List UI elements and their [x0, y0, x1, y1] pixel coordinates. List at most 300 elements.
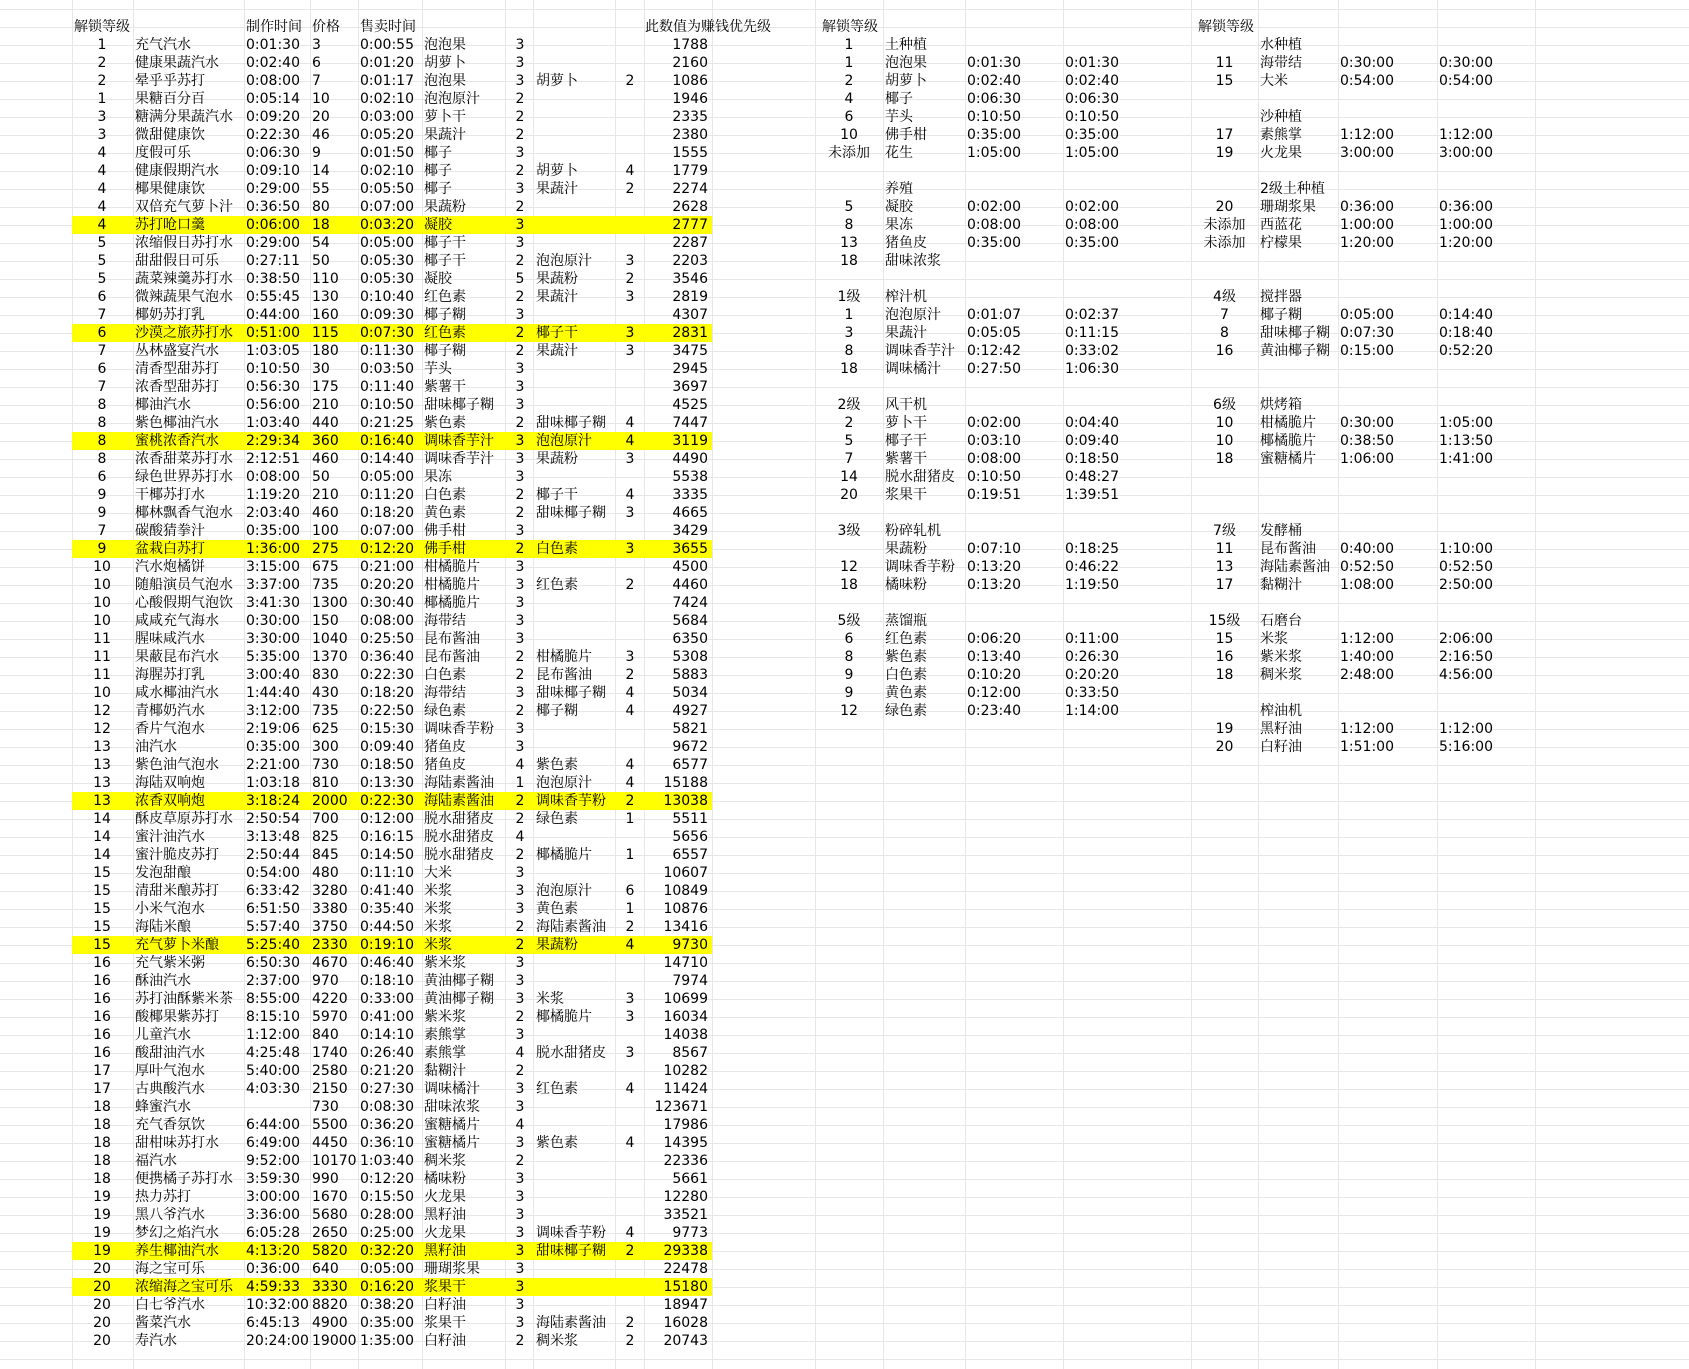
table-cell: 2	[515, 847, 525, 863]
table-cell: 15	[93, 865, 111, 881]
table-cell: 0:12:00	[967, 685, 1021, 701]
table-cell: 甜柑味苏打水	[135, 1135, 219, 1151]
table-cell: 3:13:48	[246, 829, 300, 845]
table-cell: 果蔬汁	[536, 289, 578, 305]
table-cell: 730	[312, 1099, 339, 1115]
table-cell: 3	[515, 451, 525, 467]
table-cell: 4927	[672, 703, 708, 719]
table-cell: 腥味咸汽水	[135, 631, 205, 647]
table-cell: 1:03:40	[360, 1153, 414, 1169]
table-cell: 3	[515, 1207, 525, 1223]
table-cell: 4	[515, 757, 525, 773]
table-cell: 汽水炮橘饼	[135, 559, 205, 575]
table-cell: 白色素	[536, 541, 578, 557]
table-cell: 2级	[837, 397, 861, 413]
table-cell: 19	[1215, 721, 1234, 737]
table-cell: 0:06:30	[1065, 91, 1119, 107]
table-cell: 2	[515, 109, 525, 125]
table-cell: 5970	[312, 1009, 348, 1025]
table-cell: 0:11:10	[360, 865, 414, 881]
table-cell: 3	[515, 397, 525, 413]
table-cell	[1340, 270, 1436, 288]
table-cell: 0:19:10	[360, 937, 414, 953]
table-cell: 3	[515, 55, 525, 71]
table-cell: 黄油椰子糊	[424, 991, 494, 1007]
table-cell: 5661	[672, 1171, 708, 1187]
table-cell: 双倍充气萝卜汁	[135, 199, 233, 215]
table-cell: 1086	[672, 73, 708, 89]
table-cell: 2	[515, 343, 525, 359]
table-cell: 榨油机	[1260, 703, 1302, 719]
table-cell: 0:52:20	[1439, 343, 1493, 359]
table-cell: 6:05:28	[246, 1225, 300, 1241]
table-cell	[1439, 252, 1535, 270]
table-cell: 丛林盛宴汽水	[135, 343, 219, 359]
table-cell: 调味香芋粉	[536, 1225, 606, 1241]
table-cell	[618, 306, 642, 324]
table-cell: 4	[625, 1225, 635, 1241]
table-cell: 0:08:30	[360, 1099, 414, 1115]
table-cell: 20:24:00	[246, 1333, 309, 1349]
table-cell: 黄色素	[885, 685, 927, 701]
table-cell	[1439, 108, 1535, 126]
table-cell: 2:37:00	[246, 973, 300, 989]
table-cell: 3280	[312, 883, 348, 899]
table-cell: 0:56:30	[246, 379, 300, 395]
table-cell: 4	[625, 757, 635, 773]
table-cell: 14	[93, 811, 111, 827]
table-cell: 9	[97, 505, 107, 521]
table-cell: 5	[515, 271, 525, 287]
table-cell: 10849	[663, 883, 708, 899]
table-cell	[536, 378, 614, 396]
table-cell: 蜜糖橘片	[424, 1117, 480, 1133]
table-cell	[618, 54, 642, 72]
table-cell: 4460	[672, 577, 708, 593]
table-cell: 115	[312, 325, 339, 341]
table-cell: 稠米浆	[536, 1333, 578, 1349]
table-cell: 3	[625, 649, 635, 665]
table-cell: 2	[515, 415, 525, 431]
table-cell: 2	[515, 1009, 525, 1025]
table-cell: 14395	[663, 1135, 708, 1151]
table-cell: 4	[625, 415, 635, 431]
table-cell: 果蔬汁	[536, 343, 578, 359]
table-cell	[967, 288, 1063, 306]
table-cell: 4级	[1213, 289, 1236, 305]
table-cell	[618, 1026, 642, 1044]
table-cell: 0:03:10	[967, 433, 1021, 449]
table-cell: 0:09:20	[246, 109, 300, 125]
gridline	[133, 0, 134, 1369]
table-cell: 充气萝卜米酿	[135, 937, 219, 953]
table-cell: 佛手柑	[424, 523, 466, 539]
table-cell: 石磨台	[1260, 613, 1302, 629]
table-cell	[815, 540, 883, 558]
table-cell: 粉碎轧机	[885, 523, 941, 539]
table-cell: 1555	[672, 145, 708, 161]
table-cell: 佛手柑	[885, 127, 927, 143]
table-cell: 0:36:00	[246, 1261, 300, 1277]
table-cell: 0:02:00	[967, 415, 1021, 431]
table-cell: 5级	[837, 613, 861, 629]
table-cell: 紫色椰油汽水	[135, 415, 219, 431]
table-cell: 椰子干	[885, 433, 927, 449]
table-cell: 3380	[312, 901, 348, 917]
table-cell: 3	[515, 883, 525, 899]
table-cell	[618, 828, 642, 846]
table-cell: 2777	[672, 217, 708, 233]
table-cell: 2	[625, 793, 635, 809]
table-cell: 4	[97, 145, 107, 161]
table-cell: 果蔬汁	[885, 325, 927, 341]
table-cell: 19000	[312, 1333, 357, 1349]
table-cell: 675	[312, 559, 339, 575]
table-cell: 2:16:50	[1439, 649, 1493, 665]
table-cell: 0:18:50	[360, 757, 414, 773]
table-cell	[1260, 90, 1338, 108]
table-cell: 3	[515, 1297, 525, 1313]
table-cell: 3	[625, 343, 635, 359]
table-cell: 5:16:00	[1439, 739, 1493, 755]
table-cell: 0:01:30	[1065, 55, 1119, 71]
table-cell	[1439, 360, 1535, 378]
table-cell: 0:14:10	[360, 1027, 414, 1043]
table-cell: 海之宝可乐	[135, 1261, 205, 1277]
table-cell	[885, 504, 963, 522]
table-cell: 0:41:40	[360, 883, 414, 899]
table-cell	[618, 1170, 642, 1188]
table-cell: 0:08:00	[1065, 217, 1119, 233]
table-cell: 0:10:50	[967, 109, 1021, 125]
table-cell: 米浆	[1260, 631, 1288, 647]
table-cell: 4	[625, 487, 635, 503]
table-cell: 养殖	[885, 181, 913, 197]
table-cell: 0:15:50	[360, 1189, 414, 1205]
table-cell: 15	[93, 937, 111, 953]
table-cell	[618, 198, 642, 216]
table-cell: 0:06:00	[246, 217, 300, 233]
gridline	[533, 0, 534, 1369]
table-cell: 6:45:13	[246, 1315, 300, 1331]
table-cell: 210	[312, 487, 339, 503]
table-cell: 7	[97, 307, 107, 323]
table-cell: 大米	[1260, 73, 1288, 89]
table-cell: 12280	[663, 1189, 708, 1205]
column-header: 售卖时间	[360, 19, 416, 35]
table-cell: 4	[844, 91, 854, 107]
table-cell: 0:38:50	[1340, 433, 1394, 449]
table-cell: 14710	[663, 955, 708, 971]
table-cell: 2:29:34	[246, 433, 300, 449]
table-cell	[536, 954, 614, 972]
table-cell: 2	[515, 541, 525, 557]
table-cell: 花生	[885, 145, 913, 161]
table-cell	[1065, 288, 1185, 306]
table-cell: 稠米浆	[424, 1153, 466, 1169]
table-cell: 0:48:27	[1065, 469, 1119, 485]
table-cell: 19	[93, 1243, 111, 1259]
table-cell: 0:27:11	[246, 253, 300, 269]
table-cell: 酱菜汽水	[135, 1315, 191, 1331]
table-cell: 22478	[663, 1261, 708, 1277]
table-cell: 625	[312, 721, 339, 737]
table-cell: 2	[515, 289, 525, 305]
table-cell: 4	[97, 181, 107, 197]
table-cell	[536, 864, 614, 882]
table-cell: 3	[515, 379, 525, 395]
table-cell	[618, 360, 642, 378]
table-cell: 土种植	[885, 37, 927, 53]
table-cell: 700	[312, 811, 339, 827]
table-cell: 酥油汽水	[135, 973, 191, 989]
table-cell: 2	[515, 919, 525, 935]
table-cell: 充气香氛饮	[135, 1117, 205, 1133]
table-cell: 0:35:00	[360, 1315, 414, 1331]
table-cell: 柑橘脆片	[1260, 415, 1316, 431]
table-cell: 甜味椰子糊	[536, 685, 606, 701]
table-cell: 0:30:40	[360, 595, 414, 611]
table-cell: 0:35:00	[967, 127, 1021, 143]
table-cell: 3	[625, 289, 635, 305]
table-cell: 4307	[672, 307, 708, 323]
column-header: 此数值为赚钱优先级	[645, 19, 771, 35]
table-cell	[618, 720, 642, 738]
table-cell: 19	[1215, 145, 1234, 161]
table-cell: 0:26:40	[360, 1045, 414, 1061]
table-cell: 3	[515, 361, 525, 377]
table-cell: 10	[1215, 415, 1234, 431]
table-cell: 5	[97, 235, 107, 251]
table-cell: 0:04:40	[1065, 415, 1119, 431]
table-cell: 2:12:51	[246, 451, 300, 467]
table-cell: 柑橘脆片	[424, 577, 480, 593]
table-cell: 2274	[672, 181, 708, 197]
table-cell: 3330	[312, 1279, 348, 1295]
table-cell	[618, 1188, 642, 1206]
table-cell: 浓缩海之宝可乐	[135, 1279, 233, 1295]
table-cell: 0:29:00	[246, 235, 300, 251]
table-cell: 2	[515, 1333, 525, 1349]
table-cell: 11	[93, 667, 111, 683]
table-cell: 紫色素	[536, 757, 578, 773]
table-cell: 16034	[663, 1009, 708, 1025]
table-cell: 50	[312, 253, 330, 269]
table-cell: 1:39:51	[1065, 487, 1119, 503]
table-cell: 红色素	[424, 289, 466, 305]
table-cell: 2	[515, 793, 525, 809]
table-cell: 3	[515, 1189, 525, 1205]
table-cell: 椰橘脆片	[536, 847, 592, 863]
gridline	[883, 0, 884, 1369]
table-cell	[1340, 108, 1436, 126]
table-cell: 1946	[672, 91, 708, 107]
table-cell	[815, 270, 883, 288]
table-cell: 3	[515, 685, 525, 701]
table-cell	[1065, 504, 1185, 522]
table-cell: 泡泡果	[424, 73, 466, 89]
table-cell: 123671	[654, 1099, 708, 1115]
table-cell: 0:09:10	[246, 163, 300, 179]
table-cell	[1260, 684, 1338, 702]
table-cell: 10	[93, 595, 111, 611]
table-cell: 9	[844, 667, 854, 683]
table-cell: 胡萝卜	[885, 73, 927, 89]
table-cell	[1340, 180, 1436, 198]
table-cell: 0:07:30	[1340, 325, 1394, 341]
table-cell: 4665	[672, 505, 708, 521]
table-cell: 0:10:50	[246, 361, 300, 377]
table-cell: 10876	[663, 901, 708, 917]
table-cell: 1:10:00	[1439, 541, 1493, 557]
table-cell	[246, 1098, 308, 1116]
table-cell: 0:36:50	[246, 199, 300, 215]
table-cell: 调味香芋汁	[424, 433, 494, 449]
table-cell	[1065, 612, 1185, 630]
table-cell	[1340, 594, 1436, 612]
table-cell: 泡泡原汁	[536, 883, 592, 899]
table-cell: 0:51:00	[246, 325, 300, 341]
table-cell: 20	[1215, 739, 1234, 755]
table-cell: 3429	[672, 523, 708, 539]
table-cell: 0:20:20	[1065, 667, 1119, 683]
table-cell	[1439, 702, 1535, 720]
table-cell: 970	[312, 973, 339, 989]
table-cell: 46	[312, 127, 330, 143]
table-cell: 猪鱼皮	[885, 235, 927, 251]
table-cell: 泡泡原汁	[424, 91, 480, 107]
table-cell: 18	[93, 1117, 111, 1133]
table-cell	[1340, 684, 1436, 702]
table-cell: 椰橘脆片	[1260, 433, 1316, 449]
table-cell	[1340, 612, 1436, 630]
table-cell: 6:50:30	[246, 955, 300, 971]
table-cell: 福汽水	[135, 1153, 177, 1169]
table-cell: 18947	[663, 1297, 708, 1313]
table-cell: 1:36:00	[246, 541, 300, 557]
table-cell: 海带结	[424, 685, 466, 701]
table-cell: 2	[97, 73, 107, 89]
table-cell: 1:20:00	[1340, 235, 1394, 251]
table-cell: 0:44:00	[246, 307, 300, 323]
table-cell	[1191, 684, 1258, 702]
table-cell: 0:36:40	[360, 649, 414, 665]
table-cell: 16	[93, 991, 111, 1007]
table-cell: 460	[312, 451, 339, 467]
table-cell: 0:23:40	[967, 703, 1021, 719]
table-cell: 810	[312, 775, 339, 791]
table-cell: 4:25:48	[246, 1045, 300, 1061]
gridline	[310, 0, 311, 1369]
table-cell: 柑橘脆片	[424, 559, 480, 575]
table-cell: 黏糊汁	[424, 1063, 466, 1079]
table-cell: 0:07:10	[967, 541, 1021, 557]
table-cell: 浓缩假日苏打水	[135, 235, 233, 251]
table-cell: 红色素	[536, 1081, 578, 1097]
table-cell: 心酸假期气泡饮	[135, 595, 233, 611]
table-cell: 海陆素酱油	[536, 1315, 606, 1331]
table-cell	[618, 1278, 642, 1296]
table-cell: 7	[97, 379, 107, 395]
table-cell: 晕乎乎苏打	[135, 73, 205, 89]
table-cell: 昆布酱油	[1260, 541, 1316, 557]
table-cell: 8	[844, 217, 854, 233]
table-cell: 9	[312, 145, 321, 161]
table-cell: 儿童汽水	[135, 1027, 191, 1043]
table-cell: 2:21:00	[246, 757, 300, 773]
table-cell: 15180	[663, 1279, 708, 1295]
table-cell: 紫色素	[885, 649, 927, 665]
table-cell: 275	[312, 541, 339, 557]
table-cell: 红色素	[424, 325, 466, 341]
table-cell: 2628	[672, 199, 708, 215]
table-cell: 4	[625, 685, 635, 701]
table-cell	[1439, 180, 1535, 198]
table-cell: 2160	[672, 55, 708, 71]
table-cell	[1340, 504, 1436, 522]
table-cell: 2	[97, 55, 107, 71]
table-cell: 13	[93, 793, 111, 809]
table-cell: 13038	[663, 793, 708, 809]
table-cell: 2	[625, 577, 635, 593]
table-cell: 8	[1220, 325, 1229, 341]
table-cell	[885, 162, 963, 180]
table-cell: 4	[625, 703, 635, 719]
table-cell: 0:06:30	[246, 145, 300, 161]
table-cell: 3	[844, 325, 854, 341]
table-cell: 6	[97, 469, 107, 485]
table-cell: 10170	[312, 1153, 357, 1169]
table-cell: 840	[312, 1027, 339, 1043]
table-cell: 椰子糊	[424, 343, 466, 359]
table-cell: 50	[312, 469, 330, 485]
table-cell: 2650	[312, 1225, 348, 1241]
table-cell: 2	[515, 127, 525, 143]
table-cell	[618, 864, 642, 882]
table-cell: 0:12:42	[967, 343, 1021, 359]
table-cell	[536, 54, 614, 72]
table-cell	[1439, 396, 1535, 414]
table-cell: 210	[312, 397, 339, 413]
table-cell: 6350	[672, 631, 708, 647]
table-cell: 100	[312, 523, 339, 539]
table-cell: 紫米浆	[1260, 649, 1302, 665]
table-cell: 1:41:00	[1439, 451, 1493, 467]
table-cell: 0:35:00	[246, 523, 300, 539]
table-cell: 0:16:40	[360, 433, 414, 449]
table-cell: 9	[97, 541, 107, 557]
table-cell: 0:41:00	[360, 1009, 414, 1025]
table-cell	[1439, 486, 1535, 504]
table-cell: 0:07:30	[360, 325, 414, 341]
table-cell: 4	[515, 829, 525, 845]
table-cell: 11	[1215, 55, 1234, 71]
gridline	[505, 0, 506, 1369]
table-cell: 3	[515, 901, 525, 917]
table-cell: 2	[515, 325, 525, 341]
table-cell: 脱水甜猪皮	[424, 829, 494, 845]
table-cell: 黄油椰子糊	[424, 973, 494, 989]
table-cell: 4	[625, 1081, 635, 1097]
table-cell	[1439, 522, 1535, 540]
table-cell: 2	[625, 1333, 635, 1349]
table-cell: 0:11:30	[360, 343, 414, 359]
table-cell	[618, 1296, 642, 1314]
table-cell	[536, 1062, 614, 1080]
table-cell	[1340, 288, 1436, 306]
table-cell	[885, 378, 963, 396]
table-cell: 730	[312, 757, 339, 773]
